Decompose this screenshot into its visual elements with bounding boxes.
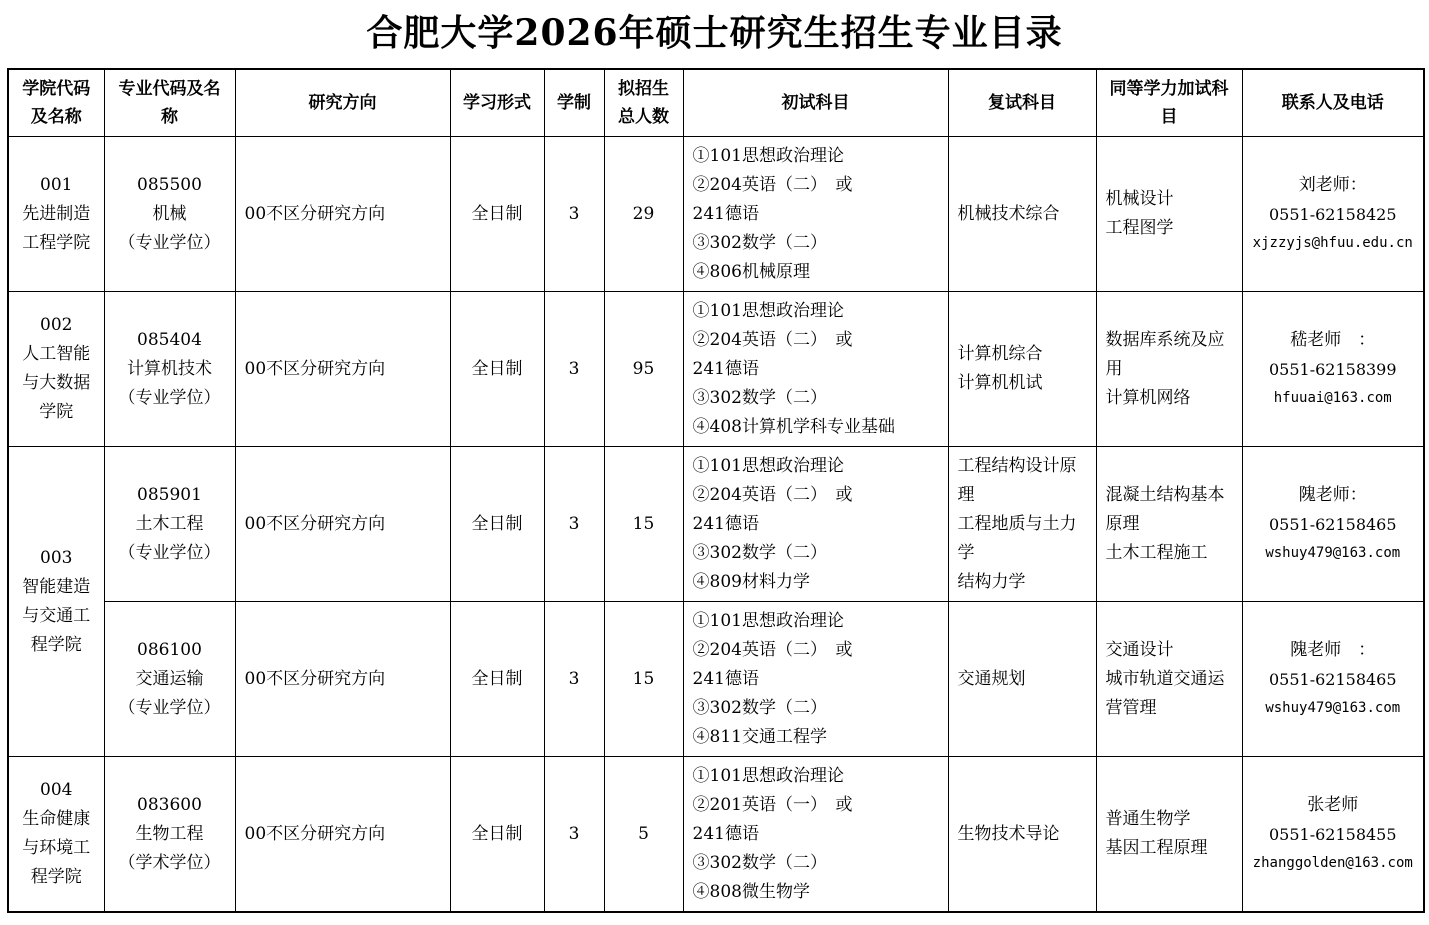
exam-subject: 241德语 xyxy=(692,203,759,224)
retest-subject: 学 xyxy=(957,542,975,563)
college-cell xyxy=(8,447,104,757)
first-exam-cell xyxy=(683,292,948,447)
exam-subject: ①101思想政治理论 xyxy=(692,300,844,321)
college-name-line: 智能建造 xyxy=(22,576,91,597)
major-name: 机械 xyxy=(152,203,187,224)
first-exam-cell xyxy=(683,602,948,757)
header-major xyxy=(104,69,235,137)
major-cell xyxy=(104,137,235,292)
mode-cell: 全日制 xyxy=(450,292,544,447)
college-code: 004 xyxy=(40,780,73,800)
exam-subject: ①101思想政治理论 xyxy=(692,765,844,786)
exam-subject: ③302数学（二） xyxy=(692,542,827,563)
major-cell xyxy=(104,447,235,602)
contact-email[interactable]: wshuy479@163.com xyxy=(1265,699,1401,716)
first-exam-cell xyxy=(683,137,948,292)
header-row xyxy=(8,69,1424,137)
college-code: 003 xyxy=(40,547,73,568)
exam-subject: ④808微生物学 xyxy=(692,881,810,902)
direction-cell: 00不区分研究方向 xyxy=(235,757,450,913)
extra-subject: 工程图学 xyxy=(1105,218,1174,238)
header-first-exam: 初试科目 xyxy=(683,69,948,137)
direction-cell: 00不区分研究方向 xyxy=(235,602,450,757)
extra-subject: 原理 xyxy=(1105,513,1140,534)
page-title: 合肥大学2026年硕士研究生招生专业目录 xyxy=(366,12,1063,54)
degree-type: （专业学位） xyxy=(118,232,221,253)
exam-subject: ④408计算机学科专业基础 xyxy=(692,416,895,437)
years-cell: 3 xyxy=(544,447,604,602)
extra-subject: 城市轨道交通运 xyxy=(1105,668,1225,689)
header-quota-line2: 总人数 xyxy=(618,107,669,127)
major-cell xyxy=(104,292,235,447)
exam-subject: ④811交通工程学 xyxy=(692,726,827,747)
exam-subject: ③302数学（二） xyxy=(692,697,827,718)
contact-phone: 0551-62158399 xyxy=(1268,359,1397,379)
college-name-line: 工程学院 xyxy=(22,232,91,253)
contact-phone: 0551-62158465 xyxy=(1268,669,1397,689)
major-cell xyxy=(104,757,235,913)
retest-subject: 理 xyxy=(957,484,975,505)
major-name: 土木工程 xyxy=(135,513,204,534)
major-code: 085901 xyxy=(137,484,202,505)
years-cell: 3 xyxy=(544,292,604,447)
table-row xyxy=(8,292,1424,447)
exam-subject: ②201英语（一） 或 xyxy=(692,794,853,815)
extra-exam-cell xyxy=(1096,137,1242,292)
college-code: 001 xyxy=(40,174,73,195)
contact-email[interactable]: wshuy479@163.com xyxy=(1265,544,1401,561)
retest-subject: 结构力学 xyxy=(957,571,1026,592)
extra-subject: 交通设计 xyxy=(1105,639,1174,660)
college-name-line: 与交通工 xyxy=(22,605,91,626)
contact-phone: 0551-62158465 xyxy=(1268,514,1397,534)
exam-subject: 241德语 xyxy=(692,358,759,379)
exam-subject: ②204英语（二） 或 xyxy=(692,174,853,195)
table-row xyxy=(8,602,1424,757)
direction-cell: 00不区分研究方向 xyxy=(235,447,450,602)
quota-cell: 95 xyxy=(604,292,683,447)
header-quota-line1: 拟招生 xyxy=(618,79,669,99)
college-name-line: 人工智能 xyxy=(22,344,91,364)
college-name-line: 程学院 xyxy=(30,867,82,887)
major-code: 085404 xyxy=(137,329,202,350)
mode-cell: 全日制 xyxy=(450,602,544,757)
header-college-line2: 及名称 xyxy=(30,107,82,127)
contact-person: 嵇老师 ： xyxy=(1290,329,1376,350)
exam-subject: 241德语 xyxy=(692,513,759,534)
extra-exam-cell xyxy=(1096,447,1242,602)
second-exam-cell xyxy=(948,447,1096,602)
years-cell: 3 xyxy=(544,137,604,292)
college-name-line: 与大数据 xyxy=(22,373,91,393)
major-name: 计算机技术 xyxy=(127,358,212,379)
contact-person: 隗老师： xyxy=(1298,484,1367,505)
header-mode: 学习形式 xyxy=(450,69,544,137)
major-code: 085500 xyxy=(137,174,202,195)
quota-cell: 15 xyxy=(604,447,683,602)
extra-subject: 混凝土结构基本 xyxy=(1105,484,1225,505)
mode-cell: 全日制 xyxy=(450,447,544,602)
enrollment-table xyxy=(7,68,1425,913)
contact-person: 张老师 xyxy=(1307,794,1359,815)
extra-exam-cell xyxy=(1096,757,1242,913)
header-major-line1: 专业代码及名 xyxy=(118,79,221,99)
retest-subject: 生物技术导论 xyxy=(957,823,1060,844)
first-exam-cell xyxy=(683,447,948,602)
header-years: 学制 xyxy=(544,69,604,137)
exam-subject: ①101思想政治理论 xyxy=(692,145,844,166)
retest-subject: 机械技术综合 xyxy=(957,203,1060,224)
retest-subject: 交通规划 xyxy=(957,668,1026,689)
college-name-line: 先进制造 xyxy=(22,203,91,224)
contact-cell xyxy=(1242,292,1424,447)
header-college-line1: 学院代码 xyxy=(22,79,91,99)
major-code: 086100 xyxy=(137,639,202,660)
table-row xyxy=(8,447,1424,602)
table-row xyxy=(8,137,1424,292)
college-name-line: 与环境工 xyxy=(22,838,91,858)
exam-subject: ②204英语（二） 或 xyxy=(692,639,853,660)
direction-cell: 00不区分研究方向 xyxy=(235,292,450,447)
header-extra-line2: 目 xyxy=(1160,107,1178,127)
exam-subject: ②204英语（二） 或 xyxy=(692,329,853,350)
degree-type: （学术学位） xyxy=(118,852,221,873)
college-cell xyxy=(8,757,104,913)
contact-cell xyxy=(1242,602,1424,757)
second-exam-cell xyxy=(948,292,1096,447)
extra-subject: 土木工程施工 xyxy=(1105,542,1208,563)
quota-cell: 15 xyxy=(604,602,683,757)
years-cell: 3 xyxy=(544,757,604,913)
retest-subject: 工程结构设计原 xyxy=(957,455,1077,476)
mode-cell: 全日制 xyxy=(450,137,544,292)
table-row xyxy=(8,757,1424,913)
exam-subject: 241德语 xyxy=(692,668,759,689)
header-second-exam: 复试科目 xyxy=(948,69,1096,137)
retest-subject: 工程地质与土力 xyxy=(957,513,1077,534)
header-major-line2: 称 xyxy=(161,107,178,127)
contact-phone: 0551-62158425 xyxy=(1268,204,1397,224)
contact-cell xyxy=(1242,447,1424,602)
extra-subject: 营管理 xyxy=(1105,697,1157,718)
contact-person: 隗老师 ： xyxy=(1290,639,1376,660)
major-name: 生物工程 xyxy=(135,823,204,844)
quota-cell: 5 xyxy=(604,757,683,913)
college-code: 002 xyxy=(40,315,73,335)
contact-cell xyxy=(1242,137,1424,292)
degree-type: （专业学位） xyxy=(118,697,221,718)
college-name-line: 程学院 xyxy=(30,634,82,655)
degree-type: （专业学位） xyxy=(118,542,221,563)
direction-cell: 00不区分研究方向 xyxy=(235,137,450,292)
college-cell xyxy=(8,292,104,447)
second-exam-cell xyxy=(948,602,1096,757)
contact-email[interactable]: zhanggolden@163.com xyxy=(1252,854,1413,871)
exam-subject: ②204英语（二） 或 xyxy=(692,484,853,505)
extra-subject: 用 xyxy=(1105,358,1123,379)
exam-subject: 241德语 xyxy=(692,823,759,844)
header-contact: 联系人及电话 xyxy=(1242,69,1424,137)
header-quota xyxy=(604,69,683,137)
first-exam-cell xyxy=(683,757,948,913)
exam-subject: ④806机械原理 xyxy=(692,261,810,282)
header-extra-line1: 同等学力加试科 xyxy=(1109,79,1229,99)
header-extra-exam xyxy=(1096,69,1242,137)
extra-subject: 计算机网络 xyxy=(1105,387,1191,408)
second-exam-cell xyxy=(948,137,1096,292)
retest-subject: 计算机综合 xyxy=(957,344,1043,364)
exam-subject: ③302数学（二） xyxy=(692,387,827,408)
exam-subject: ④809材料力学 xyxy=(692,571,810,592)
contact-phone: 0551-62158455 xyxy=(1268,824,1397,844)
college-cell xyxy=(8,137,104,292)
header-direction: 研究方向 xyxy=(235,69,450,137)
degree-type: （专业学位） xyxy=(118,387,221,408)
college-name-line: 学院 xyxy=(39,402,74,422)
exam-subject: ③302数学（二） xyxy=(692,852,827,873)
exam-subject: ①101思想政治理论 xyxy=(692,610,844,631)
extra-subject: 基因工程原理 xyxy=(1105,838,1208,858)
extra-exam-cell xyxy=(1096,602,1242,757)
major-code: 083600 xyxy=(137,794,202,815)
years-cell: 3 xyxy=(544,602,604,757)
exam-subject: ③302数学（二） xyxy=(692,232,827,253)
exam-subject: ①101思想政治理论 xyxy=(692,455,844,476)
extra-subject: 机械设计 xyxy=(1105,189,1174,209)
contact-email[interactable]: hfuuai@163.com xyxy=(1273,389,1392,406)
contact-person: 刘老师： xyxy=(1298,174,1367,195)
retest-subject: 计算机机试 xyxy=(957,373,1043,393)
extra-subject: 数据库系统及应 xyxy=(1105,329,1225,350)
header-college xyxy=(8,69,104,137)
major-name: 交通运输 xyxy=(135,668,204,689)
major-cell xyxy=(104,602,235,757)
extra-exam-cell xyxy=(1096,292,1242,447)
quota-cell: 29 xyxy=(604,137,683,292)
contact-cell xyxy=(1242,757,1424,913)
second-exam-cell xyxy=(948,757,1096,913)
contact-email[interactable]: xjzzyjs@hfuu.edu.cn xyxy=(1252,234,1413,251)
mode-cell: 全日制 xyxy=(450,757,544,913)
college-name-line: 生命健康 xyxy=(22,809,91,829)
extra-subject: 普通生物学 xyxy=(1105,809,1191,829)
